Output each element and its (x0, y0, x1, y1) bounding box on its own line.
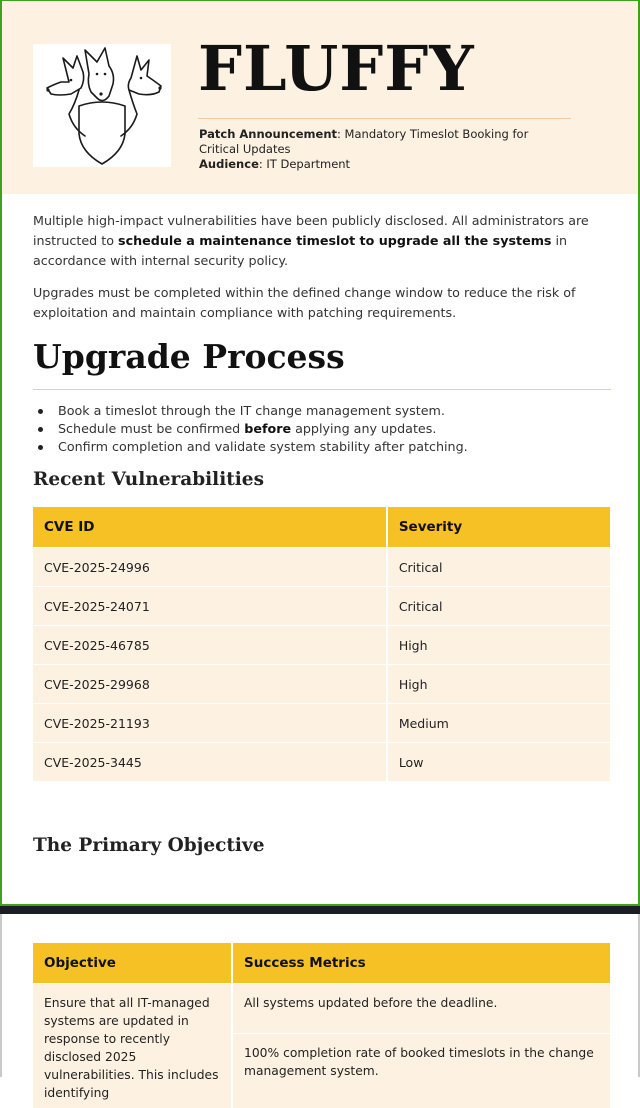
step-text-start: Schedule must be confirmed (58, 421, 245, 436)
table-row (33, 742, 610, 781)
announcement-label: Patch Announcement (199, 127, 338, 141)
severity-cell: Low (388, 742, 610, 781)
cve-id-cell: CVE-2025-3445 (33, 742, 388, 781)
table-row (33, 703, 610, 742)
severity-cell: High (388, 625, 610, 664)
intro-paragraph-1 (33, 211, 613, 271)
primary-objective-heading: The Primary Objective (33, 835, 265, 856)
objective-cell: Ensure that all IT-managed systems are updated in response to recently disclosed 2025 vulnerabilities. This includes identifying (33, 983, 233, 1108)
list-item: Book a timeslot through the IT change management system. (33, 402, 613, 420)
severity-cell: High (388, 664, 610, 703)
column-header-success-metrics: Success Metrics (233, 943, 610, 983)
audience-line (199, 157, 569, 172)
objective-table (33, 943, 610, 1108)
severity-cell: Medium (388, 703, 610, 742)
header-divider (198, 118, 571, 119)
table-row (33, 625, 610, 664)
column-header-objective: Objective (33, 943, 233, 983)
vulnerabilities-table (33, 507, 610, 781)
audience-label: Audience (199, 157, 259, 171)
intro-text-start: Multiple high-impact vulnerabilities have been publicly disclosed. All administrators are instructed to (33, 213, 589, 248)
list-item (33, 420, 613, 438)
table-row (33, 547, 610, 586)
intro-text-end: in accordance with internal security policy. (33, 233, 568, 268)
intro-paragraph-2: Upgrades must be completed within the defined change window to reduce the risk of exploitation and maintain compliance with patching requirements. (33, 285, 576, 320)
column-header-cve-id: CVE ID (33, 507, 388, 547)
severity-cell: Critical (388, 586, 610, 625)
column-header-severity: Severity (388, 507, 610, 547)
cve-id-cell: CVE-2025-29968 (33, 664, 388, 703)
three-headed-dog-shield-icon (33, 44, 171, 167)
page-break (0, 906, 640, 914)
logo (33, 44, 171, 167)
cve-id-cell: CVE-2025-46785 (33, 625, 388, 664)
recent-vulnerabilities-heading: Recent Vulnerabilities (33, 469, 264, 490)
severity-cell: Critical (388, 547, 610, 586)
table-row (33, 586, 610, 625)
section-divider (33, 389, 611, 390)
announcement-line (199, 127, 569, 157)
table-header-row (33, 507, 610, 547)
page-two (0, 914, 640, 1100)
upgrade-process-heading: Upgrade Process (33, 337, 345, 376)
announcement-text: : Mandatory Timeslot Booking for Critical Updates (199, 127, 529, 156)
brand-title: FLUFFY (198, 32, 475, 105)
step-text-bold: before (244, 421, 292, 436)
main-content (33, 211, 613, 859)
table-row (33, 983, 610, 1033)
cve-id-cell: CVE-2025-24996 (33, 547, 388, 586)
upgrade-steps-list (33, 402, 613, 456)
header-banner (2, 1, 638, 194)
metric-cell: All systems updated before the deadline. (233, 983, 610, 1033)
table-row (33, 664, 610, 703)
cve-id-cell: CVE-2025-21193 (33, 703, 388, 742)
audience-text: : IT Department (258, 157, 351, 171)
metric-cell: 100% completion rate of booked timeslots in the change management system. (233, 1033, 610, 1108)
intro-text-bold: schedule a maintenance timeslot to upgrade all the systems (118, 233, 552, 248)
cve-id-cell: CVE-2025-24071 (33, 586, 388, 625)
table-header-row (33, 943, 610, 983)
announcement-meta (199, 127, 569, 172)
list-item: Confirm completion and validate system stability after patching. (33, 438, 613, 456)
step-text-end: applying any updates. (291, 421, 437, 436)
